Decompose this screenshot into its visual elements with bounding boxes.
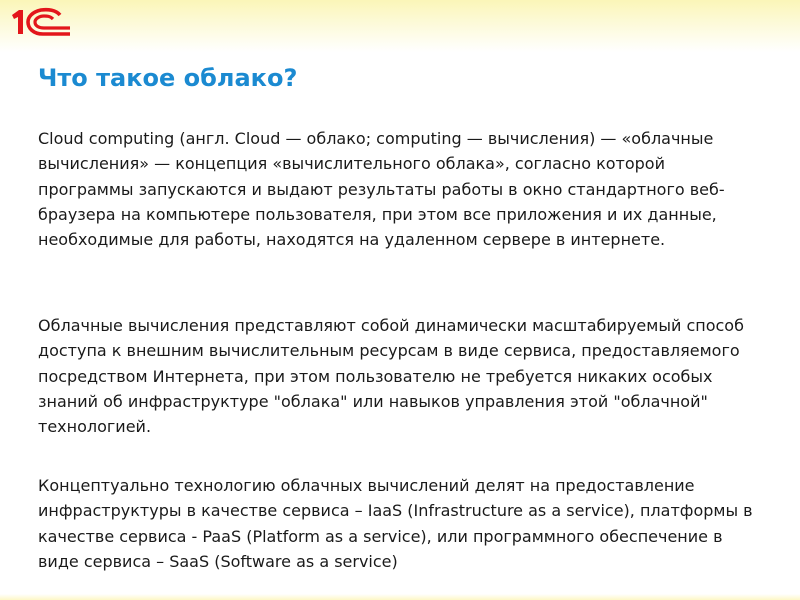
footer-band xyxy=(0,594,800,600)
logo-1c xyxy=(8,7,74,37)
paragraph-service-models: Концептуально технологию облачных вычислений делят на предоставление инфраструктуры в качестве сервиса – IaaS (Infrastructure as a service), платформы в качестве сервиса - PaaS (Platform as a service), или программного обеспечение в виде сервиса – SaaS (Software as a service) xyxy=(38,476,753,571)
logo-text: 1С xyxy=(8,7,10,8)
header-band xyxy=(0,0,800,52)
paragraph-definition: Cloud computing (англ. Cloud — облако; computing — вычисления) — «облачные вычисления» — концепция «вычислительного облака», согласно которой программы запускаются и выдают результаты работы в окно стандартного веб-браузера на компьютере пользователя, при этом все приложения и их данные, необходимые для работы, находятся на удаленном сервере в интернете. xyxy=(38,129,725,250)
slide-title: Что такое облако? xyxy=(38,64,298,92)
paragraph-description: Облачные вычисления представляют собой динамически масштабируемый способ доступа к внешним вычислительным ресурсам в виде сервиса, предоставляемого посредством Интернета, при этом пользователю не требуется никаких особых знаний об инфраструктуре "облака" или навыков управления этой "облачной" технологией. xyxy=(38,316,744,437)
